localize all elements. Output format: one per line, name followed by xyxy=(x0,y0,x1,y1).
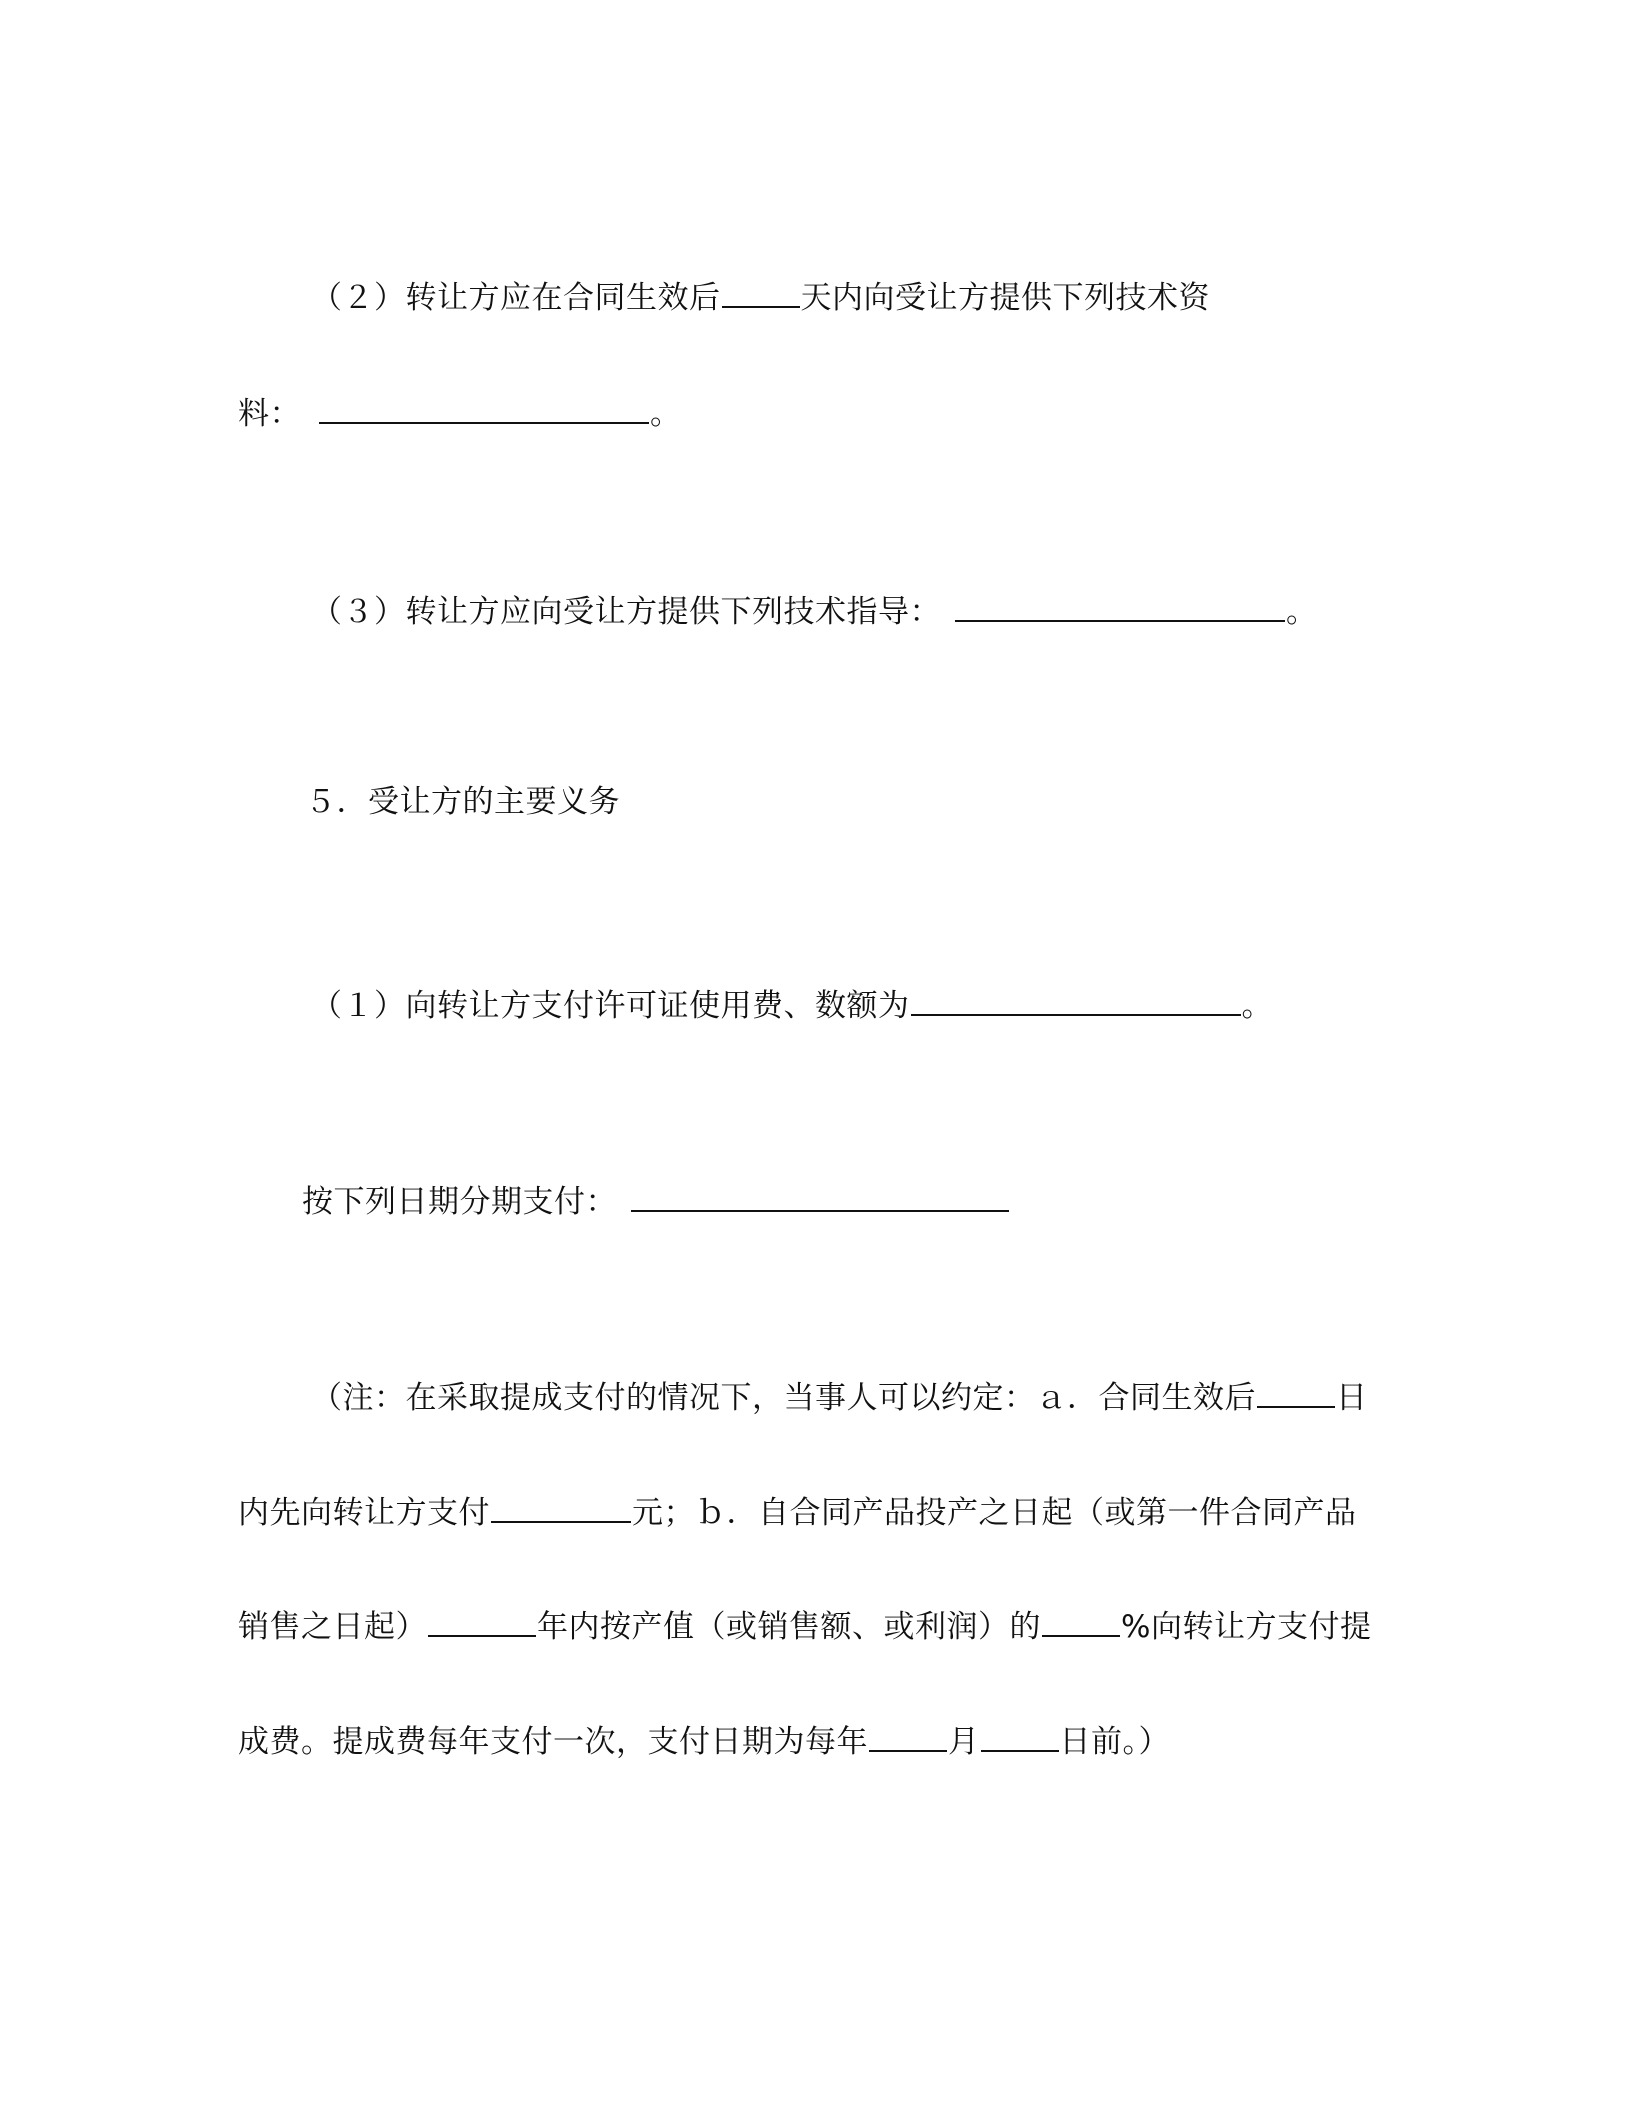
clause-4-3 xyxy=(311,586,1318,632)
clause-5-1-text: （１）向转让方支付许可证使用费、数额为 xyxy=(311,988,910,1024)
clause-4-2-line-2 xyxy=(238,388,682,434)
note-text-3c: %向转让方支付提 xyxy=(1121,1609,1372,1645)
installment-line xyxy=(302,1176,1010,1222)
note-line-4 xyxy=(238,1716,1170,1762)
fill-blank-note-days[interactable] xyxy=(1257,1372,1335,1408)
fill-blank-note-month[interactable] xyxy=(869,1716,947,1752)
clause-4-2-text-b: 天内向受让方提供下列技术资 xyxy=(800,280,1210,316)
section-5-heading-text: ５．受让方的主要义务 xyxy=(305,784,620,820)
fill-blank-technical-materials[interactable] xyxy=(319,388,649,424)
note-text-4b: 月 xyxy=(948,1724,980,1760)
installment-text: 按下列日期分期支付： xyxy=(302,1184,617,1220)
note-text-1b: 日 xyxy=(1336,1380,1368,1416)
note-text-2a: 内先向转让方支付 xyxy=(238,1495,490,1531)
clause-4-2-text-a: （２）转让方应在合同生效后 xyxy=(311,280,721,316)
clause-4-2-text-c: 料： xyxy=(238,396,301,432)
fill-blank-note-amount[interactable] xyxy=(491,1487,631,1523)
fill-blank-note-years[interactable] xyxy=(428,1601,536,1637)
clause-4-2-period: 。 xyxy=(650,396,682,432)
note-text-2b: 元；ｂ．自合同产品投产之日起（或第一件合同产品 xyxy=(632,1495,1357,1531)
fill-blank-note-percent[interactable] xyxy=(1042,1601,1120,1637)
clause-4-3-text: （３）转让方应向受让方提供下列技术指导： xyxy=(311,594,941,630)
fill-blank-technical-guidance[interactable] xyxy=(955,586,1285,622)
note-line-2 xyxy=(238,1487,1357,1533)
section-5-heading xyxy=(305,782,620,822)
note-text-3a: 销售之日起） xyxy=(238,1609,427,1645)
note-text-4a: 成费。提成费每年支付一次，支付日期为每年 xyxy=(238,1724,868,1760)
note-text-4c: 日前。） xyxy=(1059,1724,1170,1760)
note-line-3 xyxy=(238,1601,1371,1647)
clause-5-1-period: 。 xyxy=(1241,988,1273,1024)
note-text-1a: （注：在采取提成支付的情况下，当事人可以约定：ａ．合同生效后 xyxy=(311,1380,1256,1416)
note-text-3b: 年内按产值（或销售额、或利润）的 xyxy=(537,1609,1041,1645)
clause-5-1 xyxy=(311,980,1273,1026)
fill-blank-days[interactable] xyxy=(722,272,800,308)
note-line-1 xyxy=(311,1372,1368,1418)
fill-blank-installment-dates[interactable] xyxy=(631,1176,1009,1212)
clause-4-3-period: 。 xyxy=(1286,594,1318,630)
fill-blank-note-day[interactable] xyxy=(981,1716,1059,1752)
fill-blank-license-fee[interactable] xyxy=(911,980,1241,1016)
clause-4-2-line-1 xyxy=(311,272,1210,318)
